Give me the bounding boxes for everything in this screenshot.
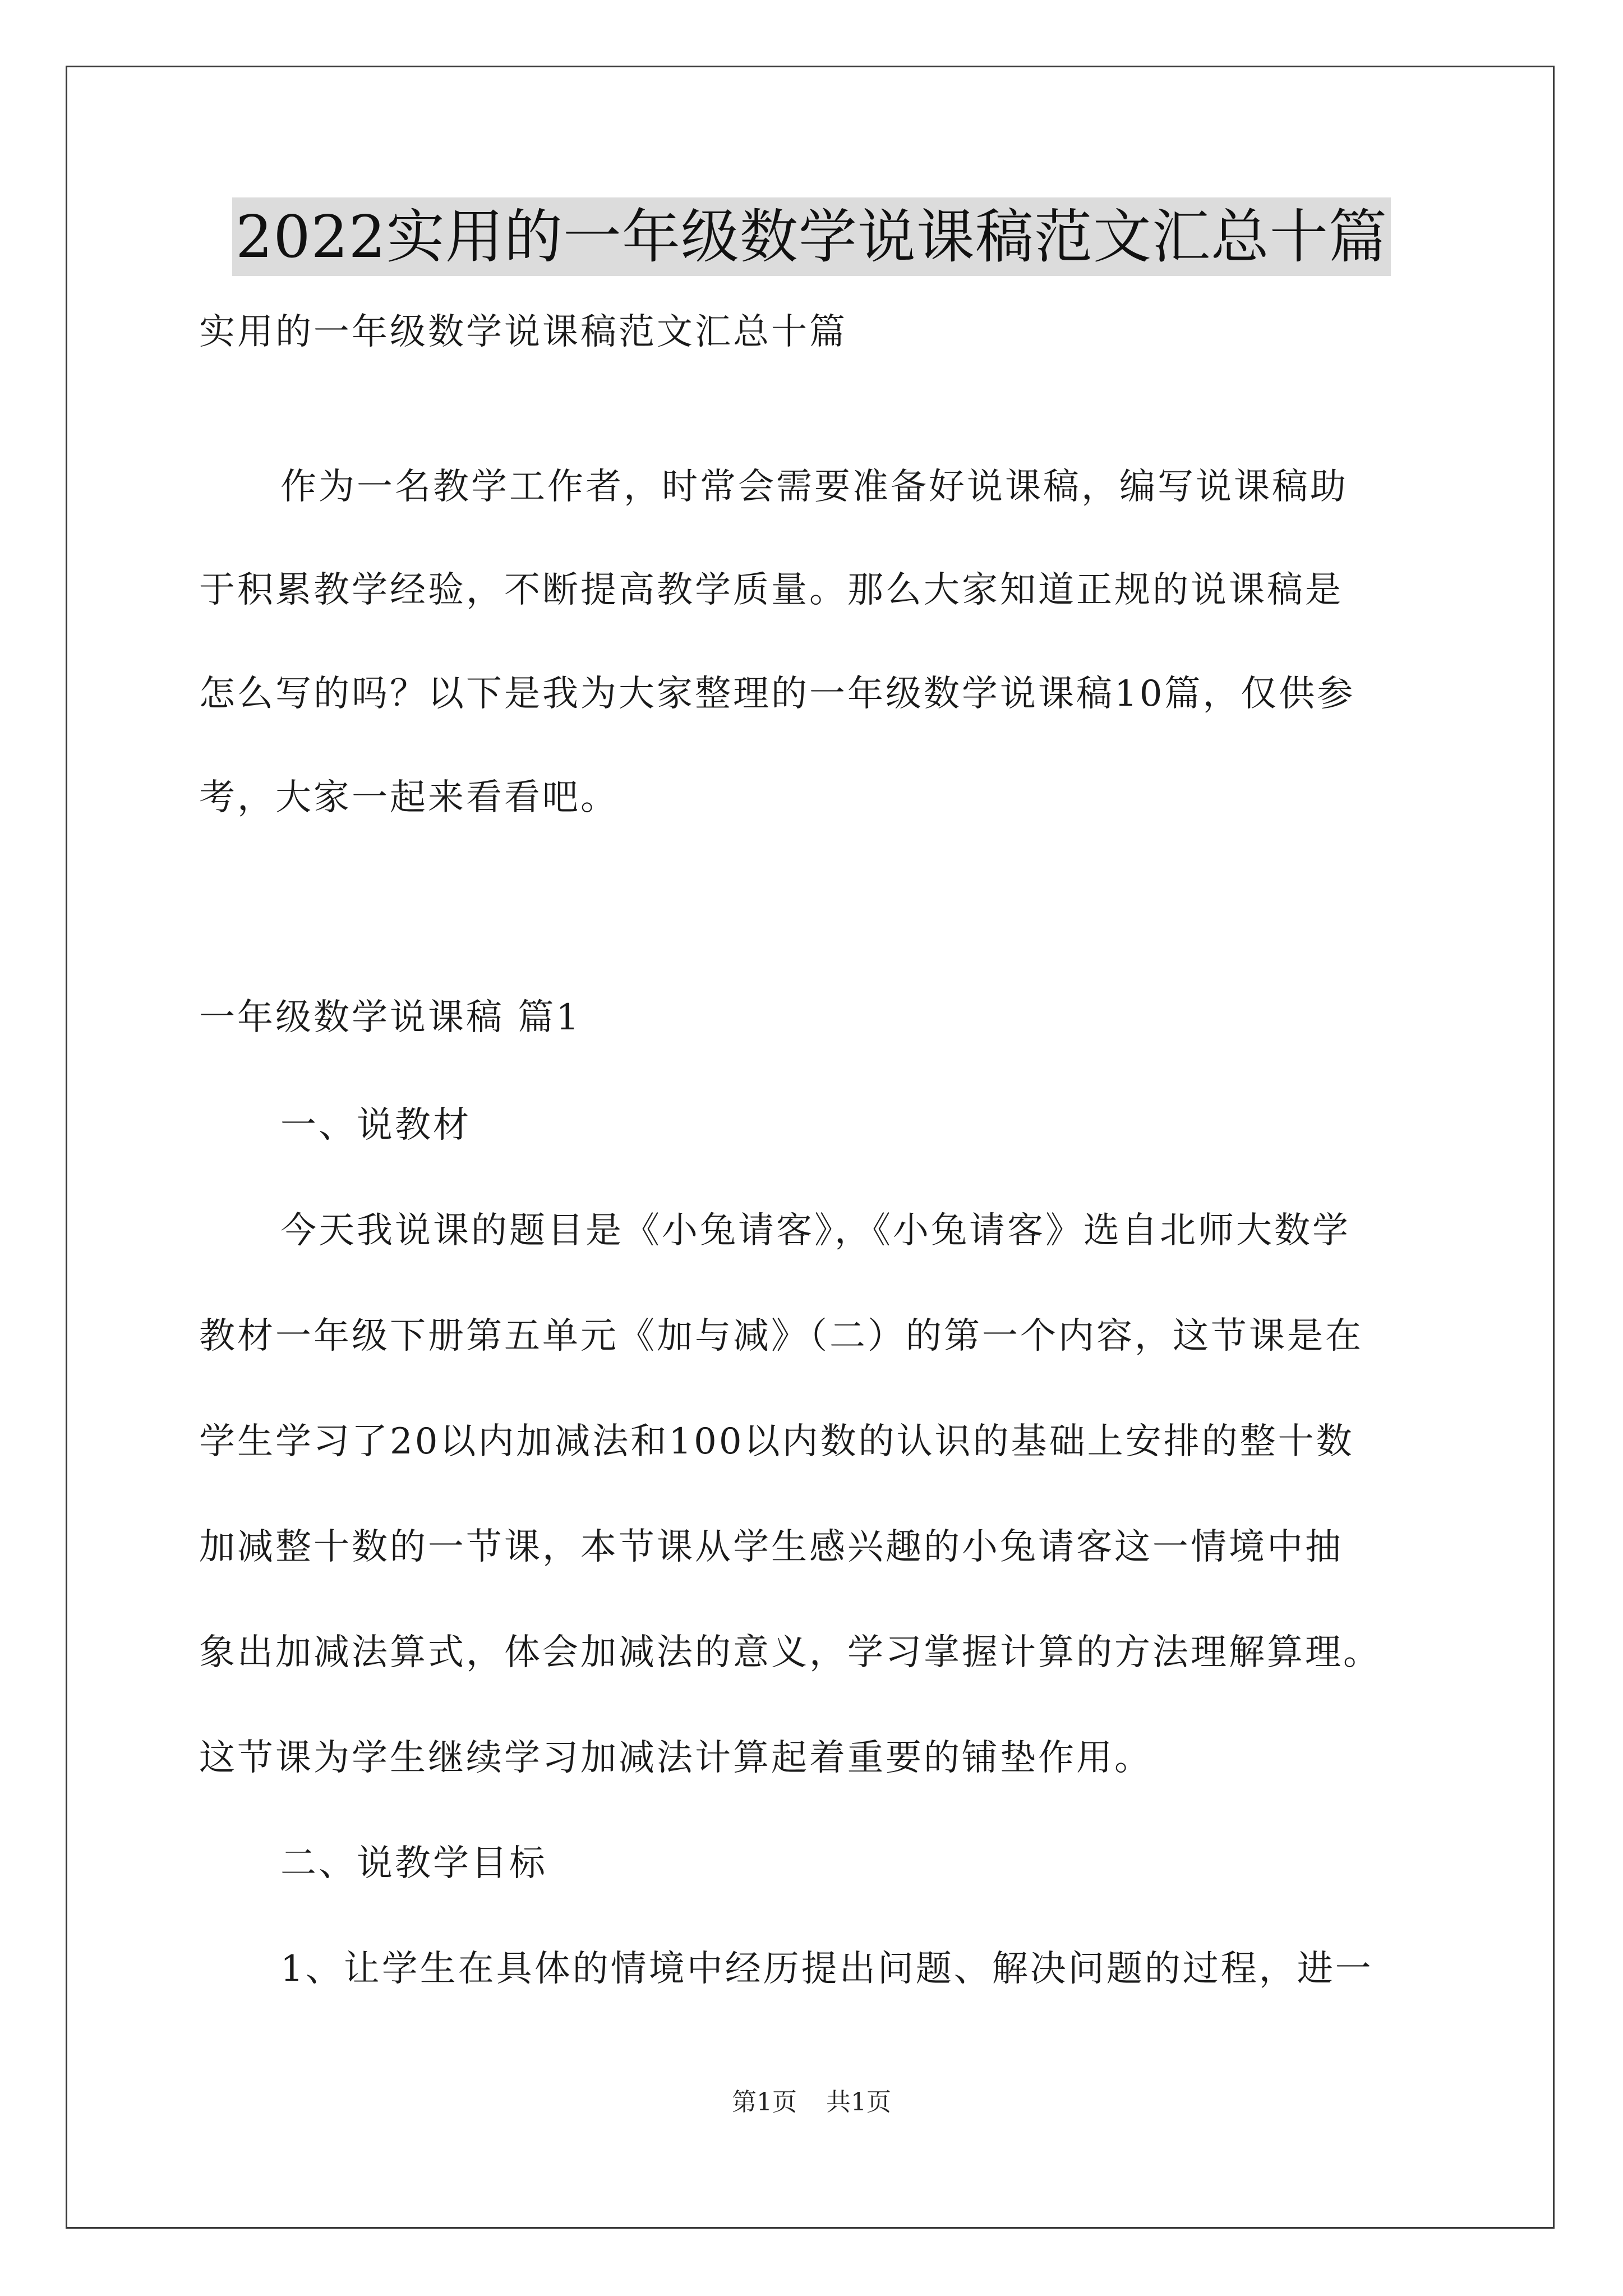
body-line: 学生学习了20以内加减法和100以内数的认识的基础上安排的整十数 [199,1421,1354,1462]
document-title: 2022实用的一年级数学说课稿范文汇总十篇 [232,197,1391,276]
section-heading: 一年级数学说课稿 篇1 [199,997,582,1038]
page-footer [0,2086,1623,2119]
body-line: 今天我说课的题目是《小兔请客》，《小兔请客》选自北师大数学 [280,1210,1350,1251]
subsection-heading: 二、说教学目标 [280,1843,547,1884]
body-line: 教材一年级下册第五单元《加与减》（二）的第一个内容，这节课是在 [199,1315,1363,1357]
body-line: 1、让学生在具体的情境中经历提出问题、解决问题的过程，进一 [280,1948,1373,1990]
body-line: 于积累教学经验，不断提高教学质量。那么大家知道正规的说课稿是 [199,569,1343,611]
subsection-heading: 一、说教材 [280,1105,471,1146]
body-line: 怎么写的吗？以下是我为大家整理的一年级数学说课稿10篇，仅供参 [199,673,1355,715]
subtitle-line: 实用的一年级数学说课稿范文汇总十篇 [199,311,847,353]
page-number: 第1页 [732,2088,797,2116]
title-container [0,197,1623,276]
body-line: 加减整十数的一节课，本节课从学生感兴趣的小兔请客这一情境中抽 [199,1526,1343,1568]
body-line: 作为一名教学工作者，时常会需要准备好说课稿，编写说课稿助 [280,466,1348,508]
body-line: 象出加减法算式，体会加减法的意义，学习掌握计算的方法理解算理。 [199,1632,1381,1673]
page-total: 共1页 [826,2088,891,2116]
body-line: 考，大家一起来看看吧。 [199,777,619,818]
body-line: 这节课为学生继续学习加减法计算起着重要的铺垫作用。 [199,1737,1152,1779]
